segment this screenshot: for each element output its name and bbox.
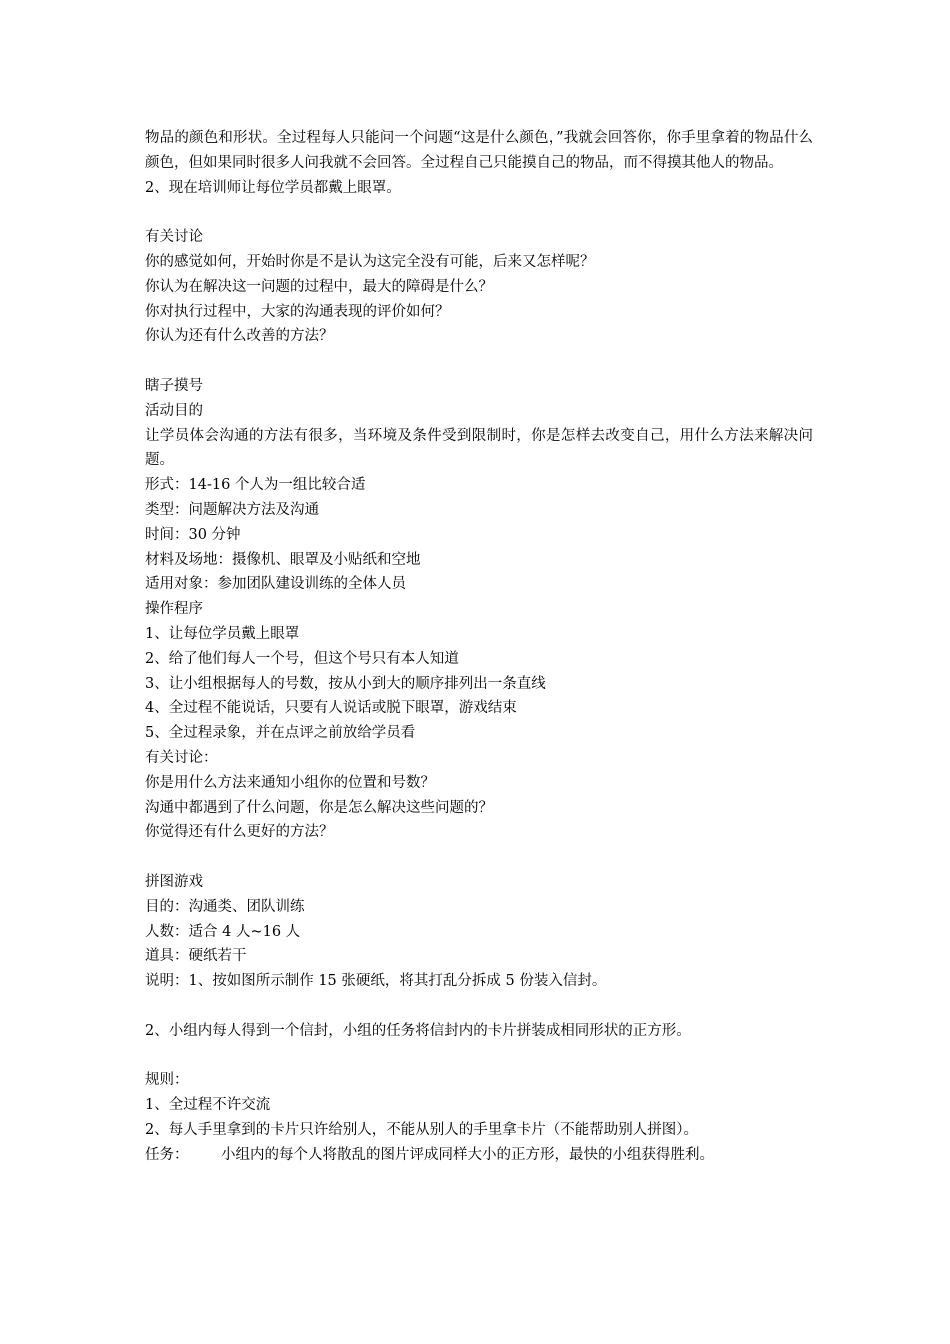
materials-line: 材料及场地：摄像机、眼罩及小贴纸和空地 xyxy=(145,551,421,568)
form-line: 形式：14-16 个人为一组比较合适 xyxy=(145,477,366,494)
discussion-question: 你觉得还有什么更好的方法？ xyxy=(145,824,334,841)
audience-line: 适用对象：参加团队建设训练的全体人员 xyxy=(145,576,406,593)
purpose-heading: 活动目的 xyxy=(145,402,203,419)
discussion-question: 你认为还有什么改善的方法？ xyxy=(145,328,334,345)
spacer xyxy=(145,200,813,225)
instruction-step-2: 2、现在培训师让每位学员都戴上眼罩。 xyxy=(145,179,401,196)
game-title-puzzle: 拼图游戏 xyxy=(145,873,203,890)
purpose-text: 让学员体会沟通的方法有很多，当环境及条件受到限制时，你是怎样去改变自己，用什么方法来解决问题。 xyxy=(145,427,813,469)
props-line: 道具：硬纸若干 xyxy=(145,948,247,965)
discussion-question: 沟通中都遇到了什么问题，你是怎么解决这些问题的？ xyxy=(145,799,493,816)
time-line: 时间：30 分钟 xyxy=(145,526,241,543)
instructions-paragraph: 物品的颜色和形状。全过程每人只能问一个问题“这是什么颜色，”我就会回答你，你手里拿着的物品什么颜色，但如果同时很多人问我就不会回答。全过程自己只能摸自己的物品，而不得摸其他人的物品。 xyxy=(145,130,813,171)
discussion-question: 你认为在解决这一问题的过程中，最大的障碍是什么？ xyxy=(145,278,493,295)
procedure-step: 4、全过程不能说话，只要有人说话或脱下眼罩，游戏结束 xyxy=(145,700,517,717)
procedure-step: 1、让每位学员戴上眼罩 xyxy=(145,625,300,642)
rule-item: 2、每人手里拿到的卡片只许给别人，不能从别人的手里拿卡片（不能帮助别人拼图）。 xyxy=(145,1121,698,1138)
goal-line: 目的：沟通类、团队训练 xyxy=(145,898,305,915)
task-text: 小组内的每个人将散乱的图片评成同样大小的正方形，最快的小组获得胜利。 xyxy=(221,1146,714,1163)
discussion-heading: 有关讨论 xyxy=(145,229,203,246)
rules-heading: 规则： xyxy=(145,1072,189,1089)
procedure-step: 2、给了他们每人一个号，但这个号只有本人知道 xyxy=(145,650,459,667)
discussion-question: 你对执行过程中，大家的沟通表现的评价如何？ xyxy=(145,303,450,320)
game-title-blind-number: 瞎子摸号 xyxy=(145,377,203,394)
discussion-heading: 有关讨论： xyxy=(145,749,218,766)
discussion-question: 你是用什么方法来通知小组你的位置和号数？ xyxy=(145,774,435,791)
procedure-heading: 操作程序 xyxy=(145,601,203,618)
rule-item: 1、全过程不许交流 xyxy=(145,1097,271,1114)
document-page xyxy=(145,126,813,1167)
task-line xyxy=(145,1143,813,1168)
spacer xyxy=(145,1043,813,1068)
note-line-1: 说明：1、按如图所示制作 15 张硬纸，将其打乱分拆成 5 份装入信封。 xyxy=(145,973,607,990)
people-line: 人数：适合 4 人~16 人 xyxy=(145,923,301,940)
procedure-step: 3、让小组根据每人的号数，按从小到大的顺序排列出一条直线 xyxy=(145,675,546,692)
task-label: 任务： xyxy=(145,1146,189,1163)
spacer xyxy=(145,845,813,870)
discussion-question: 你的感觉如何，开始时你是不是认为这完全没有可能，后来又怎样呢？ xyxy=(145,253,595,270)
type-line: 类型：问题解决方法及沟通 xyxy=(145,501,319,518)
spacer xyxy=(145,349,813,374)
procedure-step: 5、全过程录象，并在点评之前放给学员看 xyxy=(145,725,416,742)
note-line-2: 2、小组内每人得到一个信封，小组的任务将信封内的卡片拼装成相同形状的正方形。 xyxy=(145,1022,691,1039)
spacer xyxy=(145,994,813,1019)
